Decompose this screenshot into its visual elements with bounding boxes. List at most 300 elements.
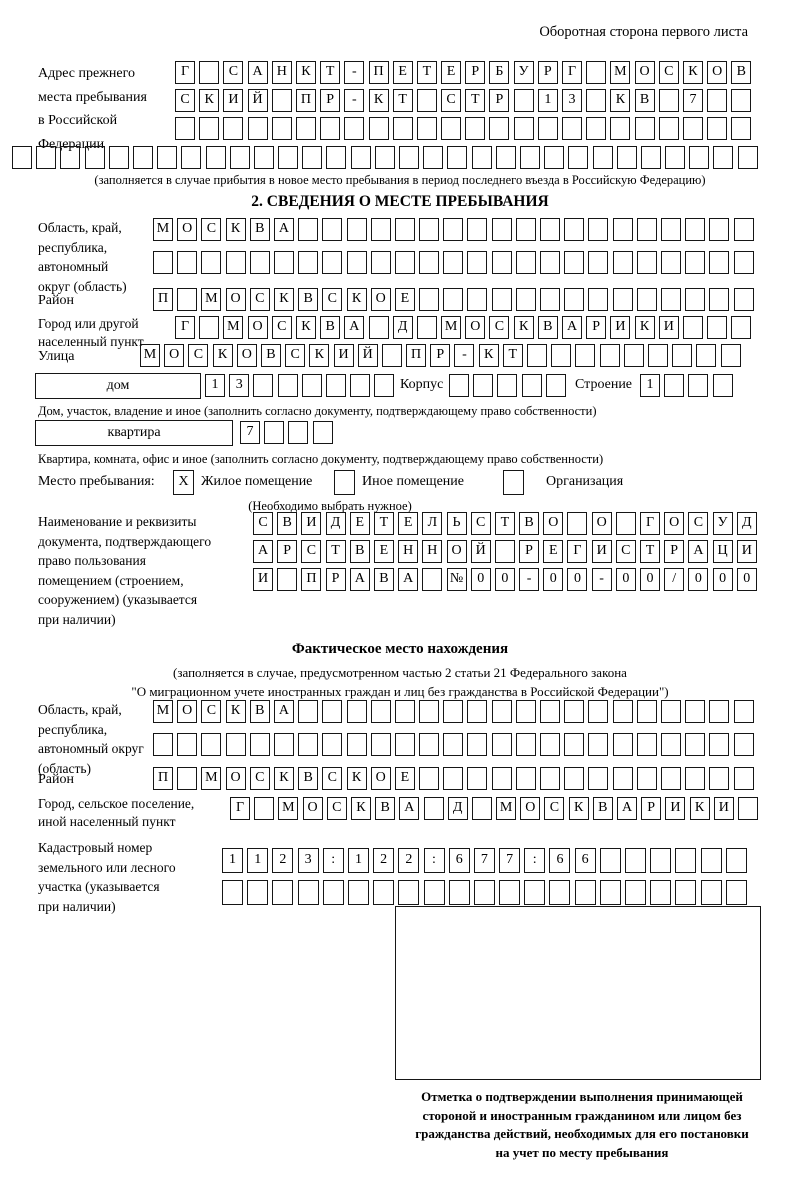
char-cell[interactable]: О: [592, 512, 612, 535]
char-cell[interactable]: [709, 251, 729, 274]
char-cell[interactable]: [395, 700, 415, 723]
char-cell[interactable]: [417, 89, 437, 112]
prev-address-row-2[interactable]: [175, 89, 751, 112]
char-cell[interactable]: [641, 146, 661, 169]
char-cell[interactable]: Д: [448, 797, 468, 820]
char-cell[interactable]: О: [164, 344, 184, 367]
char-cell[interactable]: [496, 146, 516, 169]
char-cell[interactable]: [177, 288, 197, 311]
char-cell[interactable]: В: [261, 344, 281, 367]
char-cell[interactable]: М: [140, 344, 160, 367]
char-cell[interactable]: [443, 218, 463, 241]
char-cell[interactable]: [298, 251, 318, 274]
char-cell[interactable]: [514, 89, 534, 112]
char-cell[interactable]: [177, 251, 197, 274]
char-cell[interactable]: 0: [616, 568, 636, 591]
region-row-2[interactable]: [153, 251, 754, 274]
char-cell[interactable]: [613, 218, 633, 241]
char-cell[interactable]: [685, 288, 705, 311]
char-cell[interactable]: К: [690, 797, 710, 820]
char-cell[interactable]: Й: [358, 344, 378, 367]
char-cell[interactable]: [665, 146, 685, 169]
char-cell[interactable]: Б: [489, 61, 509, 84]
char-cell[interactable]: [664, 374, 684, 397]
char-cell[interactable]: [322, 733, 342, 756]
char-cell[interactable]: [419, 700, 439, 723]
char-cell[interactable]: [650, 880, 671, 905]
char-cell[interactable]: [277, 568, 297, 591]
char-cell[interactable]: К: [199, 89, 219, 112]
char-cell[interactable]: А: [253, 540, 273, 563]
char-cell[interactable]: [726, 880, 747, 905]
char-cell[interactable]: С: [175, 89, 195, 112]
char-cell[interactable]: С: [250, 288, 270, 311]
char-cell[interactable]: К: [683, 61, 703, 84]
char-cell[interactable]: Е: [441, 61, 461, 84]
char-cell[interactable]: [326, 146, 346, 169]
char-cell[interactable]: [588, 767, 608, 790]
city2-row[interactable]: [230, 797, 758, 820]
char-cell[interactable]: [661, 218, 681, 241]
char-cell[interactable]: Н: [422, 540, 442, 563]
char-cell[interactable]: 3: [298, 848, 319, 873]
char-cell[interactable]: [688, 374, 708, 397]
char-cell[interactable]: С: [223, 61, 243, 84]
apartment-box[interactable]: квартира: [35, 420, 233, 446]
char-cell[interactable]: [575, 344, 595, 367]
char-cell[interactable]: Й: [471, 540, 491, 563]
char-cell[interactable]: [564, 288, 584, 311]
char-cell[interactable]: [734, 288, 754, 311]
char-cell[interactable]: Р: [489, 89, 509, 112]
char-cell[interactable]: Д: [393, 316, 413, 339]
char-cell[interactable]: К: [635, 316, 655, 339]
char-cell[interactable]: [685, 218, 705, 241]
char-cell[interactable]: [588, 251, 608, 274]
char-cell[interactable]: [675, 880, 696, 905]
char-cell[interactable]: [467, 218, 487, 241]
char-cell[interactable]: Т: [417, 61, 437, 84]
char-cell[interactable]: [371, 733, 391, 756]
char-cell[interactable]: [544, 146, 564, 169]
char-cell[interactable]: [371, 251, 391, 274]
char-cell[interactable]: Ь: [447, 512, 467, 535]
char-cell[interactable]: [613, 288, 633, 311]
char-cell[interactable]: Г: [562, 61, 582, 84]
char-cell[interactable]: [637, 733, 657, 756]
char-cell[interactable]: -: [454, 344, 474, 367]
char-cell[interactable]: С: [616, 540, 636, 563]
char-cell[interactable]: [492, 218, 512, 241]
char-cell[interactable]: А: [688, 540, 708, 563]
char-cell[interactable]: [540, 700, 560, 723]
char-cell[interactable]: А: [344, 316, 364, 339]
char-cell[interactable]: [683, 316, 703, 339]
char-cell[interactable]: [637, 700, 657, 723]
char-cell[interactable]: [709, 700, 729, 723]
char-cell[interactable]: С: [301, 540, 321, 563]
char-cell[interactable]: [721, 344, 741, 367]
char-cell[interactable]: О: [465, 316, 485, 339]
char-cell[interactable]: М: [153, 700, 173, 723]
char-cell[interactable]: В: [277, 512, 297, 535]
char-cell[interactable]: [443, 767, 463, 790]
char-cell[interactable]: [175, 117, 195, 140]
char-cell[interactable]: В: [250, 218, 270, 241]
char-cell[interactable]: [423, 146, 443, 169]
char-cell[interactable]: [637, 251, 657, 274]
char-cell[interactable]: [248, 117, 268, 140]
char-cell[interactable]: 3: [229, 374, 249, 397]
char-cell[interactable]: К: [226, 700, 246, 723]
char-cell[interactable]: О: [543, 512, 563, 535]
char-cell[interactable]: [709, 733, 729, 756]
char-cell[interactable]: [568, 146, 588, 169]
char-cell[interactable]: 0: [543, 568, 563, 591]
char-cell[interactable]: [685, 700, 705, 723]
char-cell[interactable]: О: [635, 61, 655, 84]
char-cell[interactable]: В: [375, 797, 395, 820]
char-cell[interactable]: [564, 733, 584, 756]
char-cell[interactable]: [298, 733, 318, 756]
char-cell[interactable]: [424, 797, 444, 820]
char-cell[interactable]: [371, 700, 391, 723]
char-cell[interactable]: Г: [640, 512, 660, 535]
char-cell[interactable]: Е: [543, 540, 563, 563]
char-cell[interactable]: Г: [230, 797, 250, 820]
checkbox-residential[interactable]: X: [173, 470, 194, 495]
char-cell[interactable]: [588, 218, 608, 241]
char-cell[interactable]: [278, 146, 298, 169]
char-cell[interactable]: А: [562, 316, 582, 339]
char-cell[interactable]: [181, 146, 201, 169]
char-cell[interactable]: [538, 117, 558, 140]
char-cell[interactable]: [419, 767, 439, 790]
char-cell[interactable]: /: [664, 568, 684, 591]
char-cell[interactable]: [230, 146, 250, 169]
char-cell[interactable]: [272, 880, 293, 905]
char-cell[interactable]: [374, 374, 394, 397]
char-cell[interactable]: О: [177, 700, 197, 723]
char-cell[interactable]: [524, 880, 545, 905]
char-cell[interactable]: [613, 767, 633, 790]
char-cell[interactable]: Р: [277, 540, 297, 563]
char-cell[interactable]: С: [201, 700, 221, 723]
char-cell[interactable]: С: [322, 767, 342, 790]
char-cell[interactable]: Е: [374, 540, 394, 563]
char-cell[interactable]: Н: [398, 540, 418, 563]
char-cell[interactable]: [465, 117, 485, 140]
char-cell[interactable]: С: [489, 316, 509, 339]
char-cell[interactable]: А: [617, 797, 637, 820]
char-cell[interactable]: В: [635, 89, 655, 112]
char-cell[interactable]: К: [226, 218, 246, 241]
char-cell[interactable]: В: [320, 316, 340, 339]
char-cell[interactable]: П: [406, 344, 426, 367]
char-cell[interactable]: [613, 251, 633, 274]
char-cell[interactable]: [417, 117, 437, 140]
char-cell[interactable]: М: [441, 316, 461, 339]
prev-address-row-4[interactable]: [12, 146, 758, 169]
char-cell[interactable]: В: [250, 700, 270, 723]
char-cell[interactable]: С: [188, 344, 208, 367]
char-cell[interactable]: П: [153, 767, 173, 790]
char-cell[interactable]: [347, 218, 367, 241]
char-cell[interactable]: П: [301, 568, 321, 591]
char-cell[interactable]: [253, 374, 273, 397]
char-cell[interactable]: [613, 733, 633, 756]
char-cell[interactable]: [661, 767, 681, 790]
char-cell[interactable]: [713, 146, 733, 169]
char-cell[interactable]: 0: [471, 568, 491, 591]
char-cell[interactable]: [516, 733, 536, 756]
apartment-cells[interactable]: [240, 421, 333, 444]
char-cell[interactable]: К: [274, 767, 294, 790]
char-cell[interactable]: 0: [640, 568, 660, 591]
char-cell[interactable]: Е: [393, 61, 413, 84]
city-row[interactable]: [175, 316, 751, 339]
char-cell[interactable]: О: [447, 540, 467, 563]
char-cell[interactable]: [323, 880, 344, 905]
char-cell[interactable]: С: [688, 512, 708, 535]
char-cell[interactable]: [514, 117, 534, 140]
char-cell[interactable]: 2: [398, 848, 419, 873]
char-cell[interactable]: В: [298, 767, 318, 790]
char-cell[interactable]: [648, 344, 668, 367]
char-cell[interactable]: [549, 880, 570, 905]
char-cell[interactable]: Р: [538, 61, 558, 84]
char-cell[interactable]: К: [610, 89, 630, 112]
char-cell[interactable]: 0: [495, 568, 515, 591]
char-cell[interactable]: [313, 421, 333, 444]
char-cell[interactable]: М: [223, 316, 243, 339]
char-cell[interactable]: [473, 374, 493, 397]
char-cell[interactable]: К: [369, 89, 389, 112]
char-cell[interactable]: О: [520, 797, 540, 820]
char-cell[interactable]: С: [322, 288, 342, 311]
char-cell[interactable]: [322, 251, 342, 274]
char-cell[interactable]: [600, 344, 620, 367]
char-cell[interactable]: [540, 218, 560, 241]
char-cell[interactable]: [348, 880, 369, 905]
char-cell[interactable]: [199, 117, 219, 140]
char-cell[interactable]: [637, 288, 657, 311]
char-cell[interactable]: А: [350, 568, 370, 591]
char-cell[interactable]: [351, 146, 371, 169]
char-cell[interactable]: [467, 733, 487, 756]
char-cell[interactable]: [701, 880, 722, 905]
char-cell[interactable]: Л: [422, 512, 442, 535]
char-cell[interactable]: [298, 880, 319, 905]
char-cell[interactable]: [177, 733, 197, 756]
char-cell[interactable]: А: [399, 797, 419, 820]
char-cell[interactable]: [659, 117, 679, 140]
char-cell[interactable]: К: [274, 288, 294, 311]
char-cell[interactable]: В: [731, 61, 751, 84]
char-cell[interactable]: К: [296, 316, 316, 339]
char-cell[interactable]: 1: [205, 374, 225, 397]
char-cell[interactable]: М: [201, 288, 221, 311]
char-cell[interactable]: В: [519, 512, 539, 535]
char-cell[interactable]: 7: [499, 848, 520, 873]
char-cell[interactable]: Е: [350, 512, 370, 535]
char-cell[interactable]: 7: [240, 421, 260, 444]
document-row-3[interactable]: [253, 568, 757, 591]
district2-row[interactable]: [153, 767, 754, 790]
char-cell[interactable]: С: [544, 797, 564, 820]
char-cell[interactable]: И: [737, 540, 757, 563]
char-cell[interactable]: К: [347, 288, 367, 311]
char-cell[interactable]: :: [323, 848, 344, 873]
char-cell[interactable]: Д: [326, 512, 346, 535]
char-cell[interactable]: 6: [575, 848, 596, 873]
char-cell[interactable]: В: [374, 568, 394, 591]
char-cell[interactable]: Г: [567, 540, 587, 563]
char-cell[interactable]: В: [298, 288, 318, 311]
char-cell[interactable]: [320, 117, 340, 140]
stroenie-cells[interactable]: [640, 374, 733, 397]
char-cell[interactable]: [395, 733, 415, 756]
char-cell[interactable]: [177, 767, 197, 790]
char-cell[interactable]: У: [514, 61, 534, 84]
char-cell[interactable]: [707, 89, 727, 112]
char-cell[interactable]: [551, 344, 571, 367]
char-cell[interactable]: [449, 880, 470, 905]
char-cell[interactable]: [593, 146, 613, 169]
char-cell[interactable]: [625, 848, 646, 873]
house-box[interactable]: дом: [35, 373, 201, 399]
char-cell[interactable]: [540, 251, 560, 274]
char-cell[interactable]: -: [344, 89, 364, 112]
char-cell[interactable]: И: [334, 344, 354, 367]
char-cell[interactable]: 1: [538, 89, 558, 112]
char-cell[interactable]: [199, 316, 219, 339]
char-cell[interactable]: И: [610, 316, 630, 339]
char-cell[interactable]: О: [226, 767, 246, 790]
char-cell[interactable]: [701, 848, 722, 873]
char-cell[interactable]: [734, 767, 754, 790]
char-cell[interactable]: О: [237, 344, 257, 367]
char-cell[interactable]: [709, 767, 729, 790]
char-cell[interactable]: Р: [641, 797, 661, 820]
char-cell[interactable]: М: [278, 797, 298, 820]
char-cell[interactable]: 7: [474, 848, 495, 873]
char-cell[interactable]: [707, 316, 727, 339]
char-cell[interactable]: 0: [737, 568, 757, 591]
char-cell[interactable]: [298, 218, 318, 241]
region2-row-1[interactable]: [153, 700, 754, 723]
prev-address-row-3[interactable]: [175, 117, 751, 140]
char-cell[interactable]: [274, 251, 294, 274]
char-cell[interactable]: С: [253, 512, 273, 535]
char-cell[interactable]: [637, 218, 657, 241]
char-cell[interactable]: П: [153, 288, 173, 311]
char-cell[interactable]: 1: [247, 848, 268, 873]
char-cell[interactable]: [564, 251, 584, 274]
char-cell[interactable]: :: [424, 848, 445, 873]
char-cell[interactable]: [616, 512, 636, 535]
char-cell[interactable]: 0: [713, 568, 733, 591]
char-cell[interactable]: [738, 146, 758, 169]
char-cell[interactable]: [492, 733, 512, 756]
prev-address-row-1[interactable]: [175, 61, 751, 84]
char-cell[interactable]: О: [248, 316, 268, 339]
char-cell[interactable]: [467, 767, 487, 790]
char-cell[interactable]: Р: [320, 89, 340, 112]
char-cell[interactable]: [600, 880, 621, 905]
char-cell[interactable]: М: [201, 767, 221, 790]
char-cell[interactable]: К: [351, 797, 371, 820]
char-cell[interactable]: 7: [683, 89, 703, 112]
char-cell[interactable]: [443, 733, 463, 756]
char-cell[interactable]: [278, 374, 298, 397]
char-cell[interactable]: [516, 767, 536, 790]
char-cell[interactable]: [685, 733, 705, 756]
char-cell[interactable]: 2: [272, 848, 293, 873]
char-cell[interactable]: [713, 374, 733, 397]
char-cell[interactable]: [153, 733, 173, 756]
char-cell[interactable]: Р: [430, 344, 450, 367]
char-cell[interactable]: [709, 288, 729, 311]
char-cell[interactable]: [449, 374, 469, 397]
char-cell[interactable]: [600, 848, 621, 873]
char-cell[interactable]: [734, 733, 754, 756]
char-cell[interactable]: [731, 89, 751, 112]
char-cell[interactable]: [369, 316, 389, 339]
document-row-2[interactable]: [253, 540, 757, 563]
char-cell[interactable]: [302, 146, 322, 169]
char-cell[interactable]: [369, 117, 389, 140]
char-cell[interactable]: К: [296, 61, 316, 84]
char-cell[interactable]: [371, 218, 391, 241]
char-cell[interactable]: Т: [393, 89, 413, 112]
char-cell[interactable]: [492, 700, 512, 723]
char-cell[interactable]: Р: [664, 540, 684, 563]
char-cell[interactable]: [734, 251, 754, 274]
char-cell[interactable]: [322, 218, 342, 241]
char-cell[interactable]: [419, 218, 439, 241]
char-cell[interactable]: [492, 767, 512, 790]
char-cell[interactable]: [546, 374, 566, 397]
region2-row-2[interactable]: [153, 733, 754, 756]
char-cell[interactable]: Ц: [713, 540, 733, 563]
char-cell[interactable]: [296, 117, 316, 140]
char-cell[interactable]: [467, 251, 487, 274]
char-cell[interactable]: [399, 146, 419, 169]
char-cell[interactable]: [540, 767, 560, 790]
char-cell[interactable]: [497, 374, 517, 397]
char-cell[interactable]: Т: [640, 540, 660, 563]
char-cell[interactable]: [447, 146, 467, 169]
street-row[interactable]: [140, 344, 741, 367]
char-cell[interactable]: К: [514, 316, 534, 339]
korpus-cells[interactable]: [449, 374, 566, 397]
char-cell[interactable]: [489, 117, 509, 140]
char-cell[interactable]: [726, 848, 747, 873]
char-cell[interactable]: [492, 251, 512, 274]
char-cell[interactable]: 1: [640, 374, 660, 397]
char-cell[interactable]: О: [177, 218, 197, 241]
char-cell[interactable]: [617, 146, 637, 169]
char-cell[interactable]: [226, 251, 246, 274]
char-cell[interactable]: Р: [519, 540, 539, 563]
char-cell[interactable]: [672, 344, 692, 367]
checkbox-organization[interactable]: [503, 470, 524, 495]
char-cell[interactable]: 6: [549, 848, 570, 873]
char-cell[interactable]: Е: [398, 512, 418, 535]
char-cell[interactable]: :: [524, 848, 545, 873]
char-cell[interactable]: [201, 251, 221, 274]
